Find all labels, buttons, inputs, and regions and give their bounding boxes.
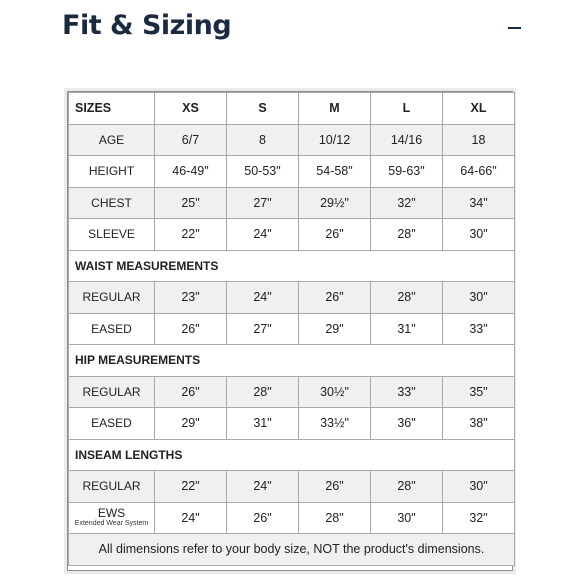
table-cell: 14/16 [371, 124, 443, 156]
page-title: Fit & Sizing [62, 10, 232, 41]
column-header-s: S [227, 93, 299, 125]
table-cell: 59-63" [371, 156, 443, 188]
table-cell: 34" [443, 187, 515, 219]
table-cell: 26" [299, 219, 371, 251]
size-table [68, 92, 515, 566]
table-cell: 10/12 [299, 124, 371, 156]
table-cell: 22" [155, 471, 227, 503]
size-chart-card [64, 88, 516, 574]
table-cell: 29" [155, 408, 227, 440]
table-row-hip-eased [69, 408, 515, 440]
table-cell: 27" [227, 187, 299, 219]
row-label: AGE [69, 124, 155, 156]
table-cell: 26" [227, 502, 299, 534]
header-row [69, 93, 515, 125]
column-header-xs: XS [155, 93, 227, 125]
table-cell: 30" [443, 471, 515, 503]
table-cell: 28" [371, 471, 443, 503]
table-cell: 22" [155, 219, 227, 251]
section-row-waist [69, 250, 515, 282]
section-title-hip: HIP MEASUREMENTS [69, 345, 515, 377]
table-cell: 31" [227, 408, 299, 440]
section-title-inseam: INSEAM LENGTHS [69, 439, 515, 471]
table-cell: 18 [443, 124, 515, 156]
table-cell: 6/7 [155, 124, 227, 156]
row-label: EASED [69, 408, 155, 440]
table-cell: 32" [443, 502, 515, 534]
table-row-waist-regular [69, 282, 515, 314]
table-cell: 24" [227, 219, 299, 251]
table-row-chest [69, 187, 515, 219]
table-cell: 38" [443, 408, 515, 440]
column-header-xl: XL [443, 93, 515, 125]
table-row-inseam-ews [69, 502, 515, 534]
table-cell: 30" [443, 282, 515, 314]
table-cell: 28" [371, 282, 443, 314]
table-cell: 25" [155, 187, 227, 219]
table-row-inseam-regular [69, 471, 515, 503]
table-cell: 32" [371, 187, 443, 219]
row-label [69, 502, 155, 534]
row-label: CHEST [69, 187, 155, 219]
table-cell: 30½" [299, 376, 371, 408]
table-cell: 30" [371, 502, 443, 534]
table-cell: 50-53" [227, 156, 299, 188]
row-label: REGULAR [69, 376, 155, 408]
table-cell: 31" [371, 313, 443, 345]
column-header-sizes: SIZES [69, 93, 155, 125]
table-cell: 8 [227, 124, 299, 156]
table-row-height [69, 156, 515, 188]
table-cell: 24" [227, 282, 299, 314]
table-cell: 28" [371, 219, 443, 251]
table-cell: 24" [155, 502, 227, 534]
footnote: All dimensions refer to your body size, NOT the product's dimensions. [69, 534, 515, 566]
table-cell: 28" [299, 502, 371, 534]
table-cell: 33" [371, 376, 443, 408]
section-row-inseam [69, 439, 515, 471]
row-label: SLEEVE [69, 219, 155, 251]
table-cell: 26" [155, 313, 227, 345]
table-cell: 26" [299, 471, 371, 503]
table-cell: 36" [371, 408, 443, 440]
table-cell: 46-49" [155, 156, 227, 188]
column-header-m: M [299, 93, 371, 125]
table-cell: 64-66" [443, 156, 515, 188]
table-cell: 54-58" [299, 156, 371, 188]
table-cell: 26" [155, 376, 227, 408]
table-cell: 26" [299, 282, 371, 314]
table-row-hip-regular [69, 376, 515, 408]
table-cell: 29" [299, 313, 371, 345]
section-row-hip [69, 345, 515, 377]
table-cell: 24" [227, 471, 299, 503]
row-label: EASED [69, 313, 155, 345]
table-cell: 28" [227, 376, 299, 408]
ews-sublabel: Extended Wear System [74, 520, 149, 528]
table-row-age [69, 124, 515, 156]
table-cell: 23" [155, 282, 227, 314]
minus-icon [508, 27, 521, 29]
size-chart [67, 91, 513, 571]
ews-label: EWS [97, 506, 126, 521]
row-label: HEIGHT [69, 156, 155, 188]
section-header [62, 6, 520, 46]
table-cell: 29½" [299, 187, 371, 219]
table-row-waist-eased [69, 313, 515, 345]
collapse-button[interactable] [500, 14, 528, 42]
column-header-l: L [371, 93, 443, 125]
footnote-row [69, 534, 515, 566]
table-cell: 30" [443, 219, 515, 251]
section-title-waist: WAIST MEASUREMENTS [69, 250, 515, 282]
table-cell: 33" [443, 313, 515, 345]
table-row-sleeve [69, 219, 515, 251]
table-cell: 33½" [299, 408, 371, 440]
row-label: REGULAR [69, 282, 155, 314]
table-cell: 27" [227, 313, 299, 345]
row-label: REGULAR [69, 471, 155, 503]
table-cell: 35" [443, 376, 515, 408]
